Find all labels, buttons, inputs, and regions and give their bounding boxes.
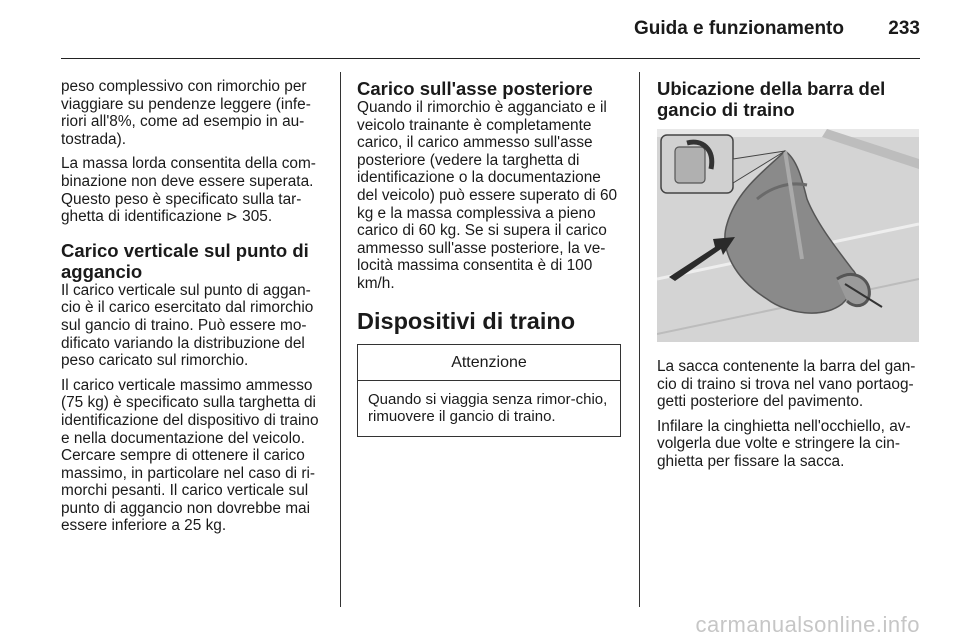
paragraph-trailer-weight: peso complessivo con rimorchio per viaggiare su pendenze leggere (infe-riori all'8%, come ad esempio in au-tostrada). xyxy=(61,78,311,148)
heading-rear-axle-load: Carico sull'asse posteriore xyxy=(357,78,593,99)
paragraph-max-vertical-load: Il carico verticale massimo ammesso (75 kg) è specificato sulla targhetta di identificazione del dispositivo di traino e nella documentazione del veicolo. Cercare sempre di ottenere il carico massimo, in particolare nel caso di ri-morchi pesanti. Il carico verticale sul punto di aggancio non dovrebbe mai essere inferiore a 25 kg. xyxy=(61,376,319,535)
paragraph-bag-location: La sacca contenente la barra del gan-cio di traino si trova nel vano portaog-getti posteriore del pavimento. xyxy=(657,358,916,411)
heading-towing-devices: Dispositivi di traino xyxy=(357,307,576,334)
page-reference-arrow-icon[interactable]: ⊳ xyxy=(226,208,238,225)
column-3 xyxy=(657,78,919,478)
running-header-title: Guida e funzionamento xyxy=(633,18,844,39)
paragraph-rear-axle-load: Quando il rimorchio è agganciato e il veicolo trainante è completamente carico, il carico ammesso sull'asse posteriore (vedere la targhetta di identificazione o la documentazione del veicolo) può essere superato di 60 kg e la massa complessiva a pieno carico di 60 kg. Se si supera il carico ammesso sull'asse posteriore, la ve-locità massima consentita è di 100 km/h. xyxy=(357,99,618,292)
warning-title: Attenzione xyxy=(358,345,620,381)
heading-tow-bar-location: Ubicazione della barra del gancio di traino xyxy=(657,78,886,120)
paragraph-strap-instructions: Infilare la cinghietta nell'occhiello, av-volgerla due volte e stringere la cin-ghietta per fissare la sacca. xyxy=(657,417,911,470)
page-number: 233 xyxy=(888,18,920,39)
warning-box xyxy=(357,344,621,437)
page-reference-number[interactable]: 305. xyxy=(242,208,273,226)
watermark: carmanualsonline.info xyxy=(695,612,920,637)
heading-vertical-load: Carico verticale sul punto di aggancio xyxy=(61,239,309,282)
header-rule xyxy=(61,58,920,59)
paragraph-vertical-load: Il carico verticale sul punto di aggan-cio è il carico esercitato dal rimorchio sul gancio di traino. Può essere mo-dificato variando la distribuzione del peso caricato sul rimorchio. xyxy=(61,281,314,370)
column-divider-2 xyxy=(639,72,640,607)
column-1 xyxy=(61,78,323,542)
tow-bar-bag-illustration xyxy=(657,129,919,342)
bag-illustration-svg xyxy=(657,129,919,342)
paragraph-gross-mass xyxy=(61,155,323,225)
warning-text: Quando si viaggia senza rimor-chio, rimuovere il gancio di traino. xyxy=(368,390,608,426)
column-2 xyxy=(357,78,622,437)
paragraph-gross-mass-text: La massa lorda consentita della com-binazione non deve essere superata. Questo peso è specificato sulla tar-ghetta di identificazione xyxy=(61,155,316,226)
column-divider-1 xyxy=(340,72,341,607)
